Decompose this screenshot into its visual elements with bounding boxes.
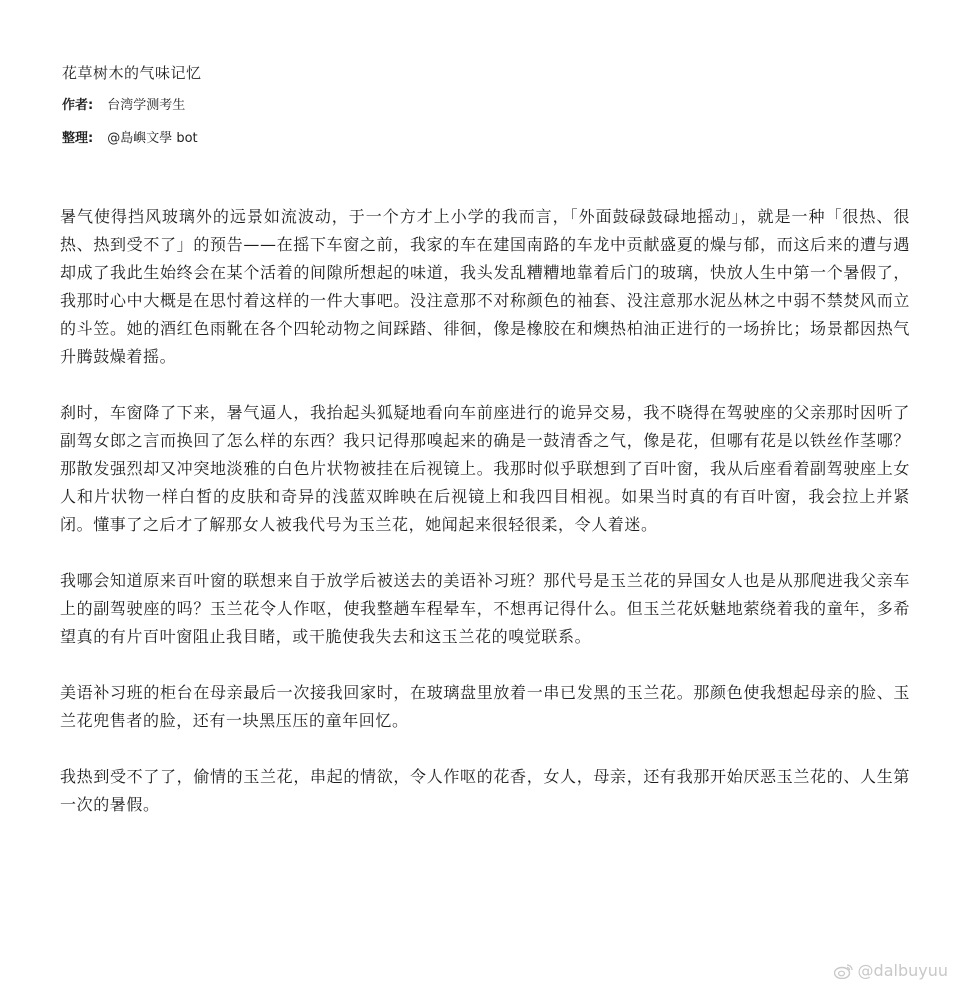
paragraph-1: 暑气使得挡风玻璃外的远景如流波动，于一个方才上小学的我而言，「外面鼓碌鼓碌地摇动」，就是一种「很热、很热、热到受不了」的预告——在摇下车窗之前，我家的车在建国南路的车龙中贡献盛夏的燥与郁，而这后来的遭与遇却成了我此生始终会在某个活着的间隙所想起的味道，我头发乱糟糟地靠着后门的玻璃，快放人生中第一个暑假了，我那时心中大概是在思忖着这样的一件大事吧。没注意那不对称颜色的袖套、没注意那水泥丛林之中弱不禁焚风而立的斗笠。她的酒红色雨靴在各个四轮动物之间踩踏、徘徊，像是橡胶在和燠热柏油正进行的一场拚比；场景都因热气升腾鼓燥着摇。 [60, 207, 910, 366]
author-name: 台湾学测考生 [107, 98, 186, 113]
paragraph-5: 我热到受不了了，偷情的玉兰花，串起的情欲，令人作呕的花香，女人，母亲，还有我那开始厌恶玉兰花的、人生第一次的暑假。 [60, 767, 910, 814]
editor-label: 整理: [62, 131, 94, 146]
author-line [62, 94, 185, 113]
paragraph-2: 刹时，车窗降了下来，暑气逼人，我抬起头狐疑地看向车前座进行的诡异交易，我不晓得在驾驶座的父亲那时因听了副驾女郎之言而换回了怎么样的东西？我只记得那嗅起来的确是一鼓清香之气，像是花，但哪有花是以铁丝作茎哪？那散发强烈却又冲突地淡雅的白色片状物被挂在后视镜上。我那时似乎联想到了百叶窗，我从后座看着副驾驶座上女人和片状物一样白皙的皮肤和奇异的浅蓝双眸映在后视镜上和我四目相视。如果当时真的有百叶窗，我会拉上并紧闭。懂事了之后才了解那女人被我代号为玉兰花，她闻起来很轻很柔，令人着迷。 [60, 403, 910, 534]
watermark-text: @dalbuyuu [857, 961, 948, 980]
watermark [834, 961, 948, 980]
weibo-icon [834, 963, 854, 979]
author-label: 作者: [62, 98, 94, 113]
article-title: 花草树木的气味记忆 [62, 64, 202, 82]
editor-line [62, 127, 198, 146]
paragraph-3: 我哪会知道原来百叶窗的联想来自于放学后被送去的美语补习班？那代号是玉兰花的异国女人也是从那爬进我父亲车上的副驾驶座的吗？玉兰花令人作呕，使我整趟车程晕车，不想再记得什么。但玉兰花妖魅地萦绕着我的童年，多希望真的有片百叶窗阻止我目睹，或干脆使我失去和这玉兰花的嗅觉联系。 [60, 571, 910, 646]
paragraph-4: 美语补习班的柜台在母亲最后一次接我回家时，在玻璃盘里放着一串已发黑的玉兰花。那颜色使我想起母亲的脸、玉兰花兜售者的脸，还有一块黑压压的童年回忆。 [60, 683, 910, 730]
editor-name: @島嶼文學 bot [107, 131, 198, 146]
article-body [60, 203, 910, 847]
